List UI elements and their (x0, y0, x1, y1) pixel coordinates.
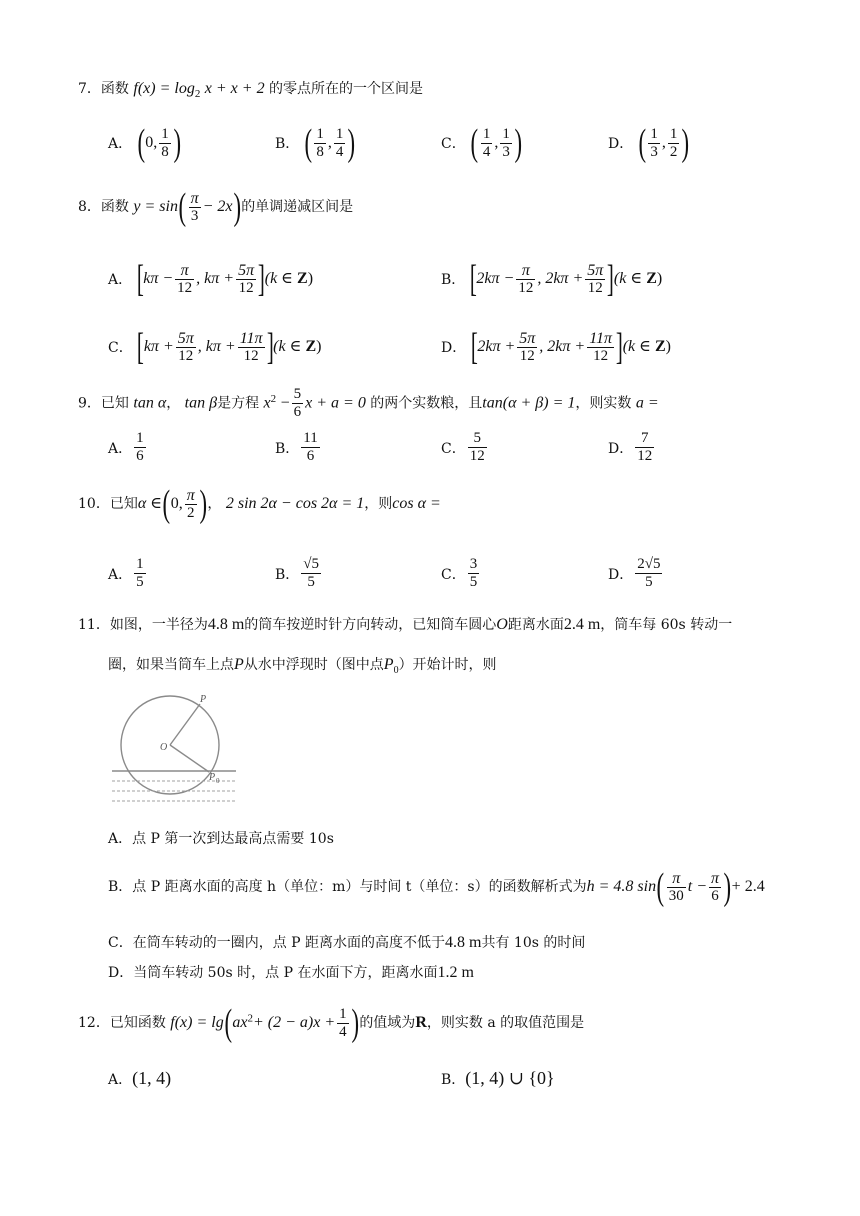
option-label: C． (441, 566, 466, 583)
numerator: 1 (502, 125, 510, 142)
q11-text: 的筒车按逆时针方向转动，已知筒车圆心 (244, 617, 497, 633)
q12-R: R (415, 1014, 427, 1031)
numerator: 1 (335, 125, 344, 142)
q12-option-b-value: (1, 4) ∪ {0} (465, 1068, 555, 1088)
q12-option-b[interactable] (441, 1068, 555, 1089)
denominator: 5 (136, 574, 144, 590)
domain: (k ∈ (613, 270, 647, 287)
q11-option-d-value: 1.2 m (437, 964, 474, 981)
denominator: 2 (186, 504, 195, 521)
label-P: P (200, 694, 207, 705)
q11-option-b[interactable]: B．点 P 距离水面的高度 h（单位：m）与时间 t（单位：s）的函数解析式为h = 4.8 sin( $\frac{\pi}{30}$ t − $\frac{\pi}{6}$ )+ 2.4 (108, 866, 765, 908)
q7-option-c[interactable]: C． ( $\frac{1}{4}$ , $\frac{1}{3}$ ) (441, 122, 522, 164)
option-label: B． (275, 136, 300, 152)
q11-option-c-text2: 共有 10s 的时间 (481, 935, 586, 951)
q11-option-d[interactable] (108, 962, 474, 982)
q8-pre: 函数 (100, 199, 129, 215)
q11-option-a[interactable] (108, 828, 334, 848)
numerator: 5π (177, 329, 194, 347)
numerator: 11π (239, 329, 263, 347)
q8-expr: y = sin (133, 198, 178, 215)
q12-exponent: 2 (247, 1012, 253, 1025)
option-label: C． (441, 136, 466, 152)
numerator: 11π (589, 329, 613, 347)
q9-sep: ， (166, 395, 181, 412)
numerator: 5 (293, 386, 302, 402)
integers: Z (654, 338, 666, 355)
numerator: 1 (650, 125, 658, 142)
question-8: 8．函数 y = sin( $\frac{\pi}{3}$ − 2x)的单调递减区间是 (78, 186, 354, 228)
numerator: 1 (482, 125, 491, 142)
q11-text: ，筒车每 60s 转动一 (600, 617, 733, 633)
q10-cos: cos α = (392, 495, 441, 512)
q11-option-b-h: h = 4.8 sin (586, 878, 657, 895)
q10-sep: ， (207, 496, 222, 512)
q11-text: ）开始计时，则 (398, 657, 497, 673)
q9-option-d[interactable] (608, 430, 656, 465)
q10-option-a[interactable] (108, 556, 148, 591)
q9-a: a = (635, 394, 659, 412)
integers: Z (297, 270, 308, 287)
denominator: 6 (306, 448, 315, 464)
q11-option-a-text: A．点 P 第一次到达最高点需要 10s (108, 831, 334, 847)
q8-option-a[interactable]: A． [kπ − $\frac{\pi}{12}$ , kπ + $\frac{5\pi}{12}$ ](k ∈ Z) (108, 258, 314, 300)
question-11-line2 (108, 654, 497, 674)
numerator: 5π (238, 261, 255, 279)
q11-radius: 4.8 m (207, 616, 245, 633)
q12-option-a[interactable] (108, 1068, 171, 1089)
q9-text: 已知 (100, 395, 129, 412)
q9-exponent: 2 (270, 392, 277, 405)
q9-text: 是方程 (217, 395, 260, 412)
option-label: D． (441, 340, 467, 356)
numerator: 3 (469, 556, 478, 572)
q11-O: O (496, 616, 508, 633)
numerator: 11 (303, 430, 318, 446)
q10-alpha: α ∈ (137, 495, 163, 512)
q10-option-b[interactable] (275, 556, 323, 591)
q11-P0-sub: 0 (393, 664, 399, 676)
numerator: 7 (635, 430, 654, 448)
denominator: 30 (668, 887, 684, 904)
q12-number: 12． (78, 1015, 110, 1031)
denominator: 5 (307, 574, 315, 590)
q11-option-c-text: C．在筒车转动的一圈内，点 P 距离水面的高度不低于 (108, 935, 446, 951)
q9-tan-beta: tan β (184, 394, 218, 412)
q8-option-c[interactable]: C． [kπ + $\frac{5\pi}{12}$ , kπ + $\frac{11\pi}{12}$ ](k ∈ Z) (108, 326, 322, 368)
option-label: A． (108, 440, 133, 457)
denominator: 3 (650, 143, 658, 160)
q7-option-d[interactable]: D． ( $\frac{1}{3}$ , $\frac{1}{2}$ ) (608, 122, 690, 164)
q9-tan-alpha: tan α (133, 394, 167, 412)
numerator: 1 (161, 125, 169, 142)
q12-ax: ax (232, 1014, 248, 1031)
q11-height: 2.4 m (563, 616, 601, 633)
q12-f: f(x) = lg (170, 1014, 224, 1031)
numerator: π (175, 262, 194, 280)
denominator: 6 (711, 887, 719, 904)
q12-text: ，则实数 a 的取值范围是 (426, 1015, 585, 1031)
term: , kπ + (196, 270, 235, 287)
domain: (k ∈ (622, 338, 655, 355)
numerator: π (516, 262, 535, 280)
q11-option-b-text: B．点 P 距离水面的高度 h（单位：m）与时间 t（单位：s）的函数解析式为 (108, 879, 587, 895)
q7-post: 的零点所在的一个区间是 (269, 81, 424, 97)
denominator: 4 (339, 1023, 347, 1040)
numerator: 1 (136, 430, 144, 446)
q12-option-a-value: (1, 4) (132, 1068, 172, 1088)
option-label: A． (108, 1072, 133, 1088)
q9-option-c[interactable] (441, 430, 489, 465)
close: ) (307, 270, 314, 287)
denominator: 3 (502, 143, 510, 160)
question-10: 10．已知α ∈(0, $\frac{\pi}{2}$ )， 2 sin 2α − cos 2α = 1，则cos α = (78, 483, 441, 525)
q10-option-d[interactable] (608, 556, 664, 591)
q9-eq: x + a = 0 (305, 394, 366, 412)
q9-text: ，则实数 (575, 395, 632, 412)
q11-text: 从水中浮现时（图中点 (243, 657, 384, 673)
denominator: 3 (190, 207, 199, 224)
option-label: D． (608, 440, 634, 457)
q9-number: 9． (78, 395, 101, 412)
label-P0-sub: 0 (216, 777, 220, 785)
option-label: B． (275, 566, 300, 583)
numerator: π (667, 870, 686, 888)
term: , 2kπ + (537, 270, 584, 287)
q10-text: 已知 (109, 496, 138, 512)
close: ) (665, 338, 671, 355)
numerator: 1 (136, 556, 144, 572)
q7-expr2: x + x + 2 (204, 80, 265, 97)
q9-option-b[interactable] (275, 430, 322, 465)
term: 2kπ + (477, 338, 516, 355)
water-wheel-figure (112, 690, 236, 806)
denominator: 6 (293, 404, 302, 420)
denominator: 12 (637, 448, 653, 464)
question-7 (78, 78, 423, 98)
option-label: A． (108, 566, 133, 583)
q11-P: P (234, 656, 244, 673)
q11-number: 11． (78, 617, 110, 633)
denominator: 5 (469, 574, 478, 590)
denominator: 4 (482, 143, 491, 160)
q10-number: 10． (78, 496, 110, 512)
q10-option-c[interactable] (441, 556, 481, 591)
denominator: 12 (518, 279, 534, 296)
question-12: 12．已知函数 $f(x) = \lg(ax^2+ (2 - a)x$ + $\frac{1}{4}$ )的值域为R，则实数 a 的取值范围是 (78, 1002, 585, 1044)
option-label: A． (108, 136, 133, 152)
radius-OP (170, 704, 200, 745)
q8-number: 8． (78, 199, 101, 215)
integers: Z (305, 338, 317, 355)
close: ) (316, 338, 322, 355)
option-label: D． (608, 136, 634, 152)
q11-P0: P (383, 656, 394, 673)
denominator: 2 (669, 143, 678, 160)
option-label: B． (441, 272, 466, 288)
q8-option-d[interactable]: D． [2kπ + $\frac{5\pi}{12}$ , 2kπ + $\frac{11\pi}{12}$ ](k ∈ Z) (441, 326, 671, 368)
numerator: π (711, 869, 720, 887)
q8-option-b[interactable]: B． [2kπ − $\frac{\pi}{12}$ , 2kπ + $\frac{5\pi}{12}$ ](k ∈ Z) (441, 258, 663, 300)
q7-number: 7． (78, 81, 101, 97)
q7-option-a[interactable]: A． (0, $\frac{1}{8}$ ) (108, 122, 181, 164)
label-P0: P (209, 772, 216, 783)
q11-text: 距离水面 (507, 617, 564, 633)
q11-text: 圈，如果当筒车上点 (108, 657, 234, 673)
denominator: 6 (136, 448, 144, 464)
denominator: 12 (177, 279, 193, 296)
domain: (k ∈ (264, 270, 298, 287)
term: kπ + (143, 338, 174, 355)
q11-option-d-text: D．当筒车转动 50s 时，点 P 在水面下方，距离水面 (108, 965, 438, 981)
q11-option-c[interactable] (108, 932, 585, 952)
term: 2kπ − (476, 270, 515, 287)
term: kπ − (143, 270, 174, 287)
q12-inner: + (2 − a)x + (253, 1014, 336, 1031)
q10-zero: 0, (170, 495, 183, 512)
q11-option-c-value: 4.8 m (445, 934, 482, 951)
option-label: C． (108, 340, 133, 356)
q7-log-base: 2 (194, 87, 201, 100)
option-label: B． (441, 1072, 466, 1088)
q9-option-a[interactable] (108, 430, 148, 465)
question-11 (78, 614, 732, 634)
q12-text: 已知函数 (109, 1015, 166, 1031)
numerator: 2√5 (637, 556, 661, 572)
q9-text: 的两个实数粮，且 (370, 395, 483, 412)
numerator: 1 (669, 125, 678, 142)
denominator: 4 (335, 143, 344, 160)
denominator: 12 (238, 279, 254, 296)
denominator: 12 (587, 279, 603, 296)
q11-text: 如图，一半径为 (109, 617, 208, 633)
integers: Z (646, 270, 657, 287)
denominator: 12 (243, 347, 259, 364)
q10-text: ，则 (364, 496, 393, 512)
denominator: 12 (593, 347, 609, 364)
numerator: 1 (339, 1005, 347, 1022)
q9-x: x (263, 394, 271, 412)
numerator: 1 (316, 125, 324, 142)
q7-expr: f(x) = log (133, 80, 195, 97)
q10-eq: 2 sin 2α − cos 2α = 1 (225, 495, 365, 512)
option-label: A． (108, 272, 133, 288)
denominator: 8 (316, 143, 324, 160)
q12-text: 的值域为 (359, 1015, 416, 1031)
term: , kπ + (197, 338, 236, 355)
q7-option-b[interactable]: B． ( $\frac{1}{8}$ , $\frac{1}{4}$ ) (275, 122, 356, 164)
q8-rest: − 2x (202, 198, 233, 215)
q9-tan-sum: tan(α + β) = 1 (482, 394, 576, 412)
q11-option-b-end: + 2.4 (731, 878, 765, 895)
q7-pre: 函数 (100, 81, 129, 97)
denominator: 8 (161, 143, 169, 160)
term: , 2kπ + (539, 338, 586, 355)
q11-option-b-t: t − (687, 878, 707, 895)
numerator: 5π (587, 261, 604, 279)
denominator: 5 (645, 574, 653, 590)
numerator: √5 (303, 556, 320, 572)
value: 0 (145, 134, 154, 151)
radius-OP0 (170, 745, 209, 772)
label-O: O (160, 742, 168, 753)
q8-post: 的单调递减区间是 (241, 199, 354, 215)
option-label: C． (441, 440, 466, 457)
close: ) (656, 270, 663, 287)
option-label: B． (275, 440, 300, 457)
option-label: D． (608, 566, 634, 583)
domain: (k ∈ (273, 338, 306, 355)
denominator: 12 (178, 347, 194, 364)
numerator: 5π (519, 329, 536, 347)
q9-minus: − (280, 394, 290, 412)
denominator: 12 (469, 448, 485, 464)
question-9 (78, 386, 659, 421)
numerator: π (186, 486, 195, 504)
numerator: π (190, 189, 199, 207)
denominator: 12 (519, 347, 535, 364)
numerator: 5 (468, 430, 487, 448)
